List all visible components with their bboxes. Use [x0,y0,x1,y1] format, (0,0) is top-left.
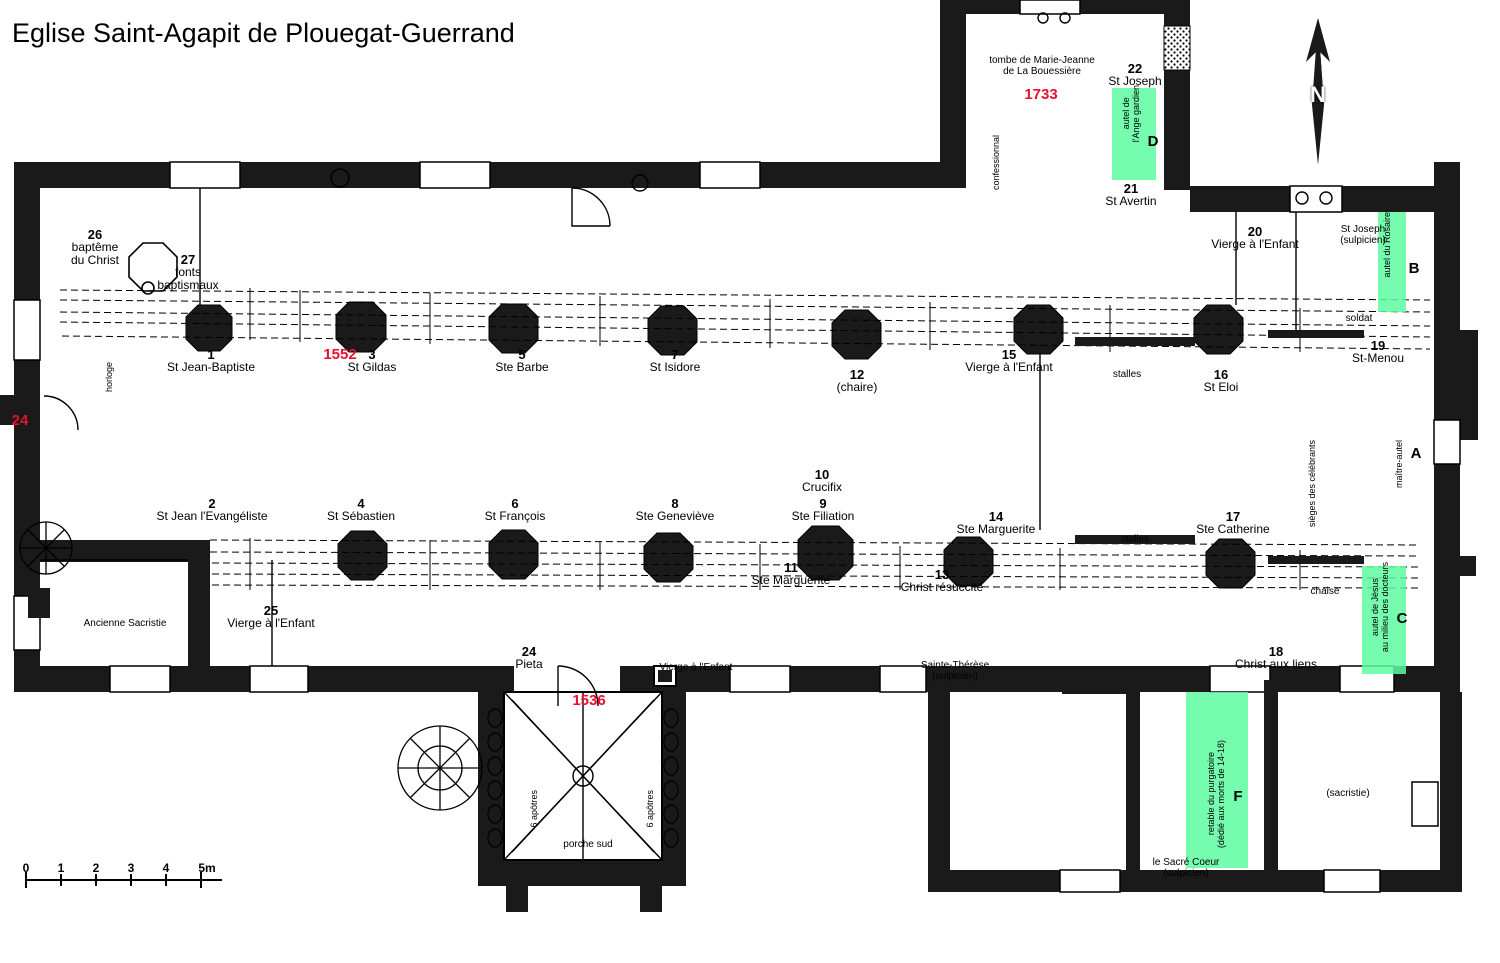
item-name: St Joseph [1108,74,1162,88]
item-name: (chaire) [836,380,878,394]
item-label [1105,182,1156,208]
vertical-note-label: maître-autel [1394,440,1404,489]
altar-letter: D [1147,133,1159,150]
item-name: Ste Barbe [495,360,549,374]
item-number: 11 [784,560,798,575]
item-name: Crucifix [801,480,843,494]
item-number: 12 [849,367,865,382]
note-label: tombe de Marie-Jeanne de La Bouessière [989,55,1095,77]
note-label: chaise [1310,586,1340,597]
item-name: Ste Geneviève [635,509,715,523]
item-label [802,468,842,494]
note-label: stalles [1120,534,1150,545]
item-label [650,348,701,374]
item-number: 8 [671,496,679,511]
item-label [1204,368,1239,394]
note-label: Vierge à l'Enfant [659,662,733,673]
item-label [1196,510,1269,536]
altar-caption: autel de l'Ange gardien [1121,85,1141,143]
item-name: Vierge à l'Enfant [1211,237,1299,251]
note-label: (sacristie) [1326,788,1370,799]
altar-letter: F [1233,788,1243,805]
item-name: Vierge à l'Enfant [227,616,315,630]
item-number: 26 [87,227,103,242]
item-name: Ste Filiation [791,509,855,523]
note-label: porche sud [563,839,613,850]
item-number: 17 [1225,509,1241,524]
item-name: Christ résuccité [900,580,984,594]
item-name: fonts baptismaux [157,265,219,292]
item-number: 2 [208,496,216,511]
item-label [156,497,267,523]
compass-north-label: N [1310,82,1326,107]
date-label: 24 [11,412,29,429]
item-label [837,368,878,394]
item-number: 7 [671,347,679,362]
vertical-note-label: confessionnal [991,135,1001,191]
item-name: St Jean l'Evangéliste [156,509,268,523]
item-name: St Avertin [1105,194,1157,208]
item-number: 25 [263,603,279,618]
item-label [327,497,395,523]
item-label [71,228,119,267]
altar-caption: autel du Rosaire [1382,212,1392,278]
scale-tick: 0 [22,861,30,875]
altar-caption: retable du purgatoire (dédié aux morts de 14-18) [1206,740,1226,849]
item-name: Ste Marguerite [956,522,1036,536]
item-label [901,568,984,594]
date-label: 1552 [323,346,357,363]
vertical-note-label: sièges des célébrants [1307,440,1317,528]
item-name: Pieta [515,657,543,671]
item-number: 4 [357,496,365,511]
item-label [157,253,218,292]
item-number: 21 [1123,181,1139,196]
scale-tick: 5m [198,861,216,875]
item-number: 22 [1127,61,1143,76]
item-name: St Sébastien [326,509,396,523]
item-name: Vierge à l'Enfant [965,360,1053,374]
scale-bar [26,872,222,888]
item-number: 16 [1213,367,1229,382]
item-name: St Jean-Baptiste [166,360,256,374]
item-name: St-Menou [1351,351,1405,365]
item-number: 9 [819,496,827,511]
item-number: 3 [368,347,376,362]
item-number: 15 [1001,347,1017,362]
item-name: St Isidore [649,360,701,374]
altar-letter: B [1408,260,1420,277]
item-label [636,497,715,523]
item-name: Ste Marguerite [751,573,831,587]
altar-letter: C [1396,610,1408,627]
item-number: 24 [521,644,537,659]
item-number: 5 [518,347,526,362]
scale-tick: 4 [162,861,170,875]
item-name: St Eloi [1203,380,1239,394]
note-label: Ancienne Sacristie [83,618,167,629]
item-number: 10 [814,467,830,482]
item-number: 14 [988,509,1004,524]
item-label [792,497,855,523]
item-label [957,510,1036,536]
item-number: 1 [207,347,215,362]
note-label: St Joseph (sulpicien) [1340,224,1386,246]
note-label: soldat [1345,313,1373,324]
note-label: stalles [1112,369,1142,380]
item-label [167,348,255,374]
item-number: 19 [1370,338,1386,353]
altar-caption: autel de Jésus au milieu des docteurs [1370,562,1390,653]
note-label: Sainte-Thérèse (sulpicien) [920,660,990,682]
scale-tick: 2 [92,861,100,875]
item-number: 6 [511,496,519,511]
item-label [227,604,314,630]
scale-tick: 3 [127,861,135,875]
item-label [515,645,542,671]
altar-letter: A [1410,445,1422,462]
scale-tick: 1 [57,861,65,875]
vertical-note-label: 6 apôtres [529,790,539,828]
vertical-note-label: 6 apôtres [645,790,655,828]
page-title: Eglise Saint-Agapit de Plouegat-Guerrand [12,18,515,48]
item-name: St François [484,509,546,523]
item-number: 20 [1247,224,1263,239]
item-label [1352,339,1404,365]
item-name: Ste Catherine [1196,522,1270,536]
vertical-note-label: horloge [104,362,114,393]
note-label: le Sacré Coeur (sulpicien) [1152,857,1220,879]
item-label [752,561,831,587]
item-label [1235,645,1317,671]
date-label: 1733 [1024,86,1058,103]
item-name: St Gildas [347,360,397,374]
date-label: 1536 [572,692,606,709]
item-label [485,497,546,523]
item-number: 18 [1268,644,1284,659]
item-label [965,348,1052,374]
item-label [1211,225,1298,251]
item-name: baptême du Christ [70,240,120,267]
item-label [495,348,548,374]
item-number: 13 [934,567,950,582]
item-number: 27 [180,252,196,267]
item-name: Christ aux liens [1234,657,1318,671]
